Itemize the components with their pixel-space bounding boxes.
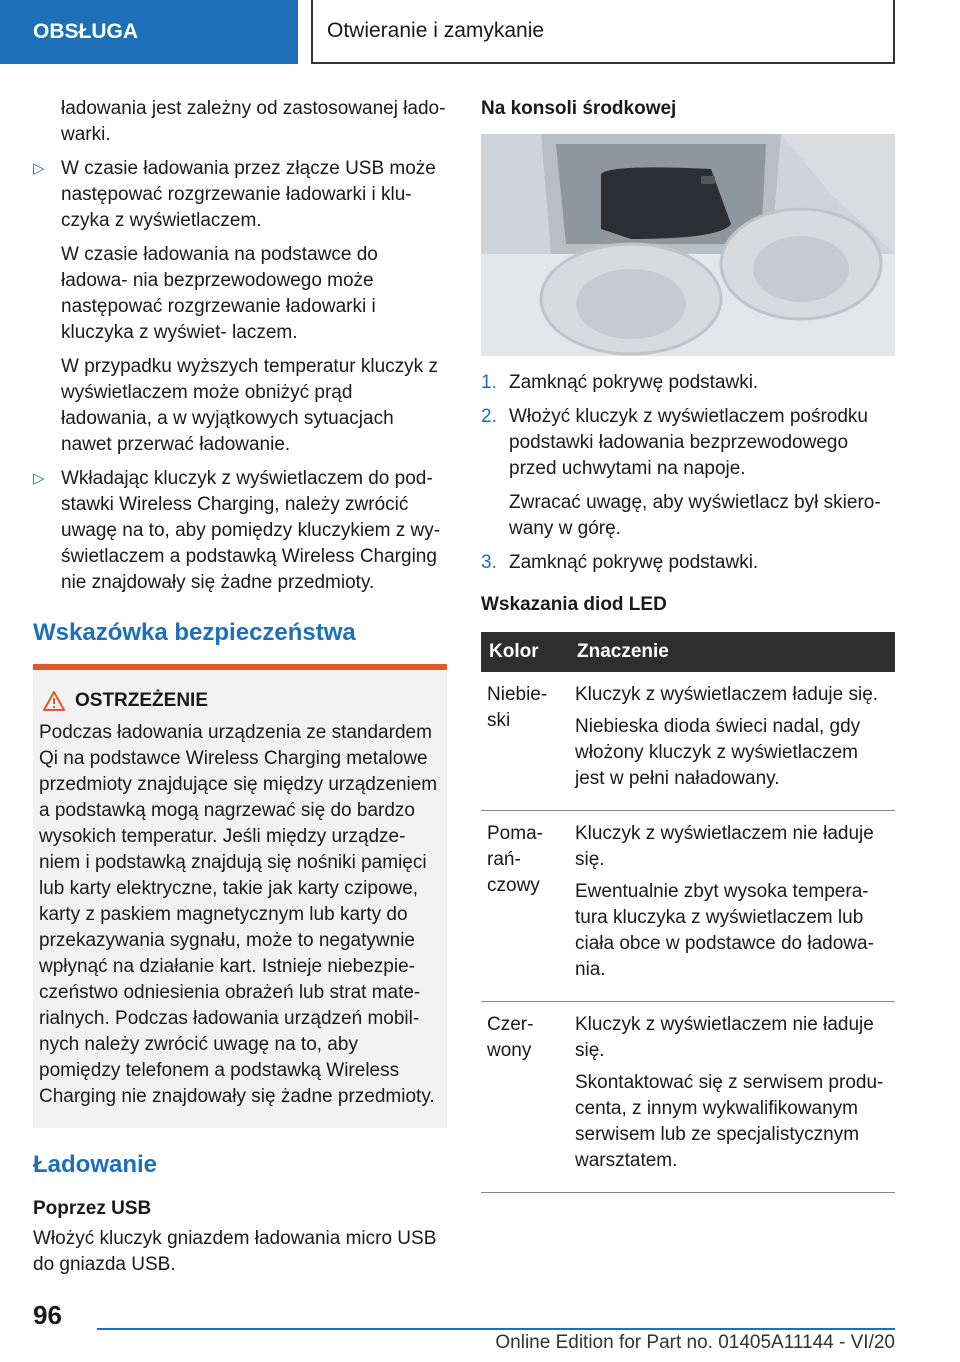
cell-meaning — [569, 1002, 895, 1193]
meaning-line: Ewentualnie zbyt wysoka tempera- tura kluczyka z wyświetlaczem lub ciała obce w podstawce do ładowa- nia. — [575, 881, 874, 980]
step-text: Zamknąć pokrywę podstawki. — [509, 372, 759, 393]
meaning-line: Kluczyk z wyświetlaczem ładuje się. — [575, 684, 879, 705]
table-row — [481, 1002, 895, 1193]
cell-color: Czer- wony — [481, 1002, 569, 1193]
led-table — [481, 632, 895, 1193]
warning-title-text: OSTRZEŻENIE — [75, 690, 209, 711]
bullet-paragraph: Wkładając kluczyk z wyświetlaczem do pod- stawki Wireless Charging, należy zwrócić uwagę na to, aby pomiędzy kluczykiem z wy- świetlaczem a podstawką Wireless Charging nie znajdowały się żadne przedmioty. — [61, 468, 441, 593]
led-heading: Wskazania diod LED — [481, 594, 667, 615]
cell-color: Niebie- ski — [481, 672, 569, 811]
meaning-line: Kluczyk z wyświetlaczem nie ładuje się. — [575, 823, 874, 870]
edition-footer: Online Edition for Part no. 01405A11144 - VI/20 — [495, 1332, 895, 1353]
step-number: 1. — [481, 372, 497, 393]
warning-title — [39, 688, 439, 714]
column-header-meaning: Znaczenie — [569, 632, 895, 672]
bullet-paragraph: W przypadku wyższych temperatur kluczyk z wyświetlaczem może obniżyć prąd ładowania, a w wyjątkowych sytuacjach nawet przerwać ładowanie. — [61, 356, 438, 455]
step-number: 3. — [481, 552, 497, 573]
chapter-title: Otwieranie i zamykanie — [311, 0, 895, 64]
step-text: Zamknąć pokrywę podstawki. — [509, 552, 759, 573]
right-column — [481, 96, 895, 1193]
console-heading: Na konsoli środkowej — [481, 98, 677, 119]
cell-meaning — [569, 811, 895, 1002]
meaning-line: Skontaktować się z serwisem produ- centa, z innym wykwalifikowanym serwisem lub ze specjalistycznym warsztatem. — [575, 1072, 884, 1171]
bullet-paragraph: W czasie ładowania na podstawce do ładowa- nia bezprzewodowego może następować rozgrzewanie ładowarki i kluczyka z wyświet- laczem. — [61, 244, 378, 343]
cell-color: Poma- rań- czowy — [481, 811, 569, 1002]
bullet-paragraph: W czasie ładowania przez złącze USB może następować rozgrzewanie ładowarki i klu- czyka z wyświetlaczem. — [61, 158, 436, 231]
usb-heading: Poprzez USB — [33, 1198, 152, 1219]
triangle-bullet-icon: ▷ — [33, 160, 45, 177]
page-number: 96 — [33, 1300, 62, 1330]
table-header-row — [481, 632, 895, 672]
meaning-line: Niebieska dioda świeci nadal, gdy włożony kluczyk z wyświetlaczem jest w pełni naładowany. — [575, 716, 861, 789]
step-text: Włożyć kluczyk z wyświetlaczem pośrodku podstawki ładowania bezprzewodowego przed uchwytami na napoje. — [509, 406, 868, 479]
column-header-color: Kolor — [481, 632, 569, 672]
table-row — [481, 672, 895, 811]
bullet-wireless — [33, 466, 447, 596]
triangle-bullet-icon: ▷ — [33, 470, 45, 487]
wireless-charging-tray-image — [481, 134, 895, 356]
bullet-usb-heat — [33, 156, 447, 458]
usb-text: Włożyć kluczyk gniazdem ładowania micro USB do gniazda USB. — [33, 1228, 437, 1275]
step-1 — [481, 370, 895, 396]
warning-box — [33, 664, 447, 1128]
step-3 — [481, 550, 895, 576]
footer-divider — [97, 1328, 895, 1330]
console-photo — [481, 134, 895, 356]
intro-continuation: ładowania jest zależny od zastosowanej łado- warki. — [61, 98, 446, 145]
safety-heading: Wskazówka bezpieczeństwa — [33, 619, 356, 646]
section-tab: OBSŁUGA — [0, 0, 298, 64]
step-2 — [481, 404, 895, 542]
cell-meaning — [569, 672, 895, 811]
table-row — [481, 811, 895, 1002]
warning-text: Podczas ładowania urządzenia ze standardem Qi na podstawce Wireless Charging metalowe przedmioty znajdujące się między urządzeniem a podstawką mogą nagrzewać się do bardzo wysokich temperatur. Jeśli między urządze- niem i podstawką znajdują się nośniki pamięci lub karty elektryczne, takie jak karty czipowe, karty z paskiem magnetycznym lub karty do przekazywania sygnału, może to negatywnie wpłynąć na działanie kart. Istnieje niebezpie- czeństwo odniesienia obrażeń lub strat mate- rialnych. Podczas ładowania urządzeń mobil- nych należy zwrócić uwagę na to, aby pomiędzy telefonem a podstawką Wireless Charging nie znajdowały się żadne przedmioty. — [39, 722, 438, 1107]
left-column — [33, 96, 447, 1286]
step-text: Zwracać uwagę, aby wyświetlacz był skiero- wany w górę. — [509, 492, 881, 539]
charging-heading: Ładowanie — [33, 1151, 158, 1178]
warning-triangle-icon — [43, 691, 65, 711]
meaning-line: Kluczyk z wyświetlaczem nie ładuje się. — [575, 1014, 874, 1061]
step-number: 2. — [481, 406, 497, 427]
